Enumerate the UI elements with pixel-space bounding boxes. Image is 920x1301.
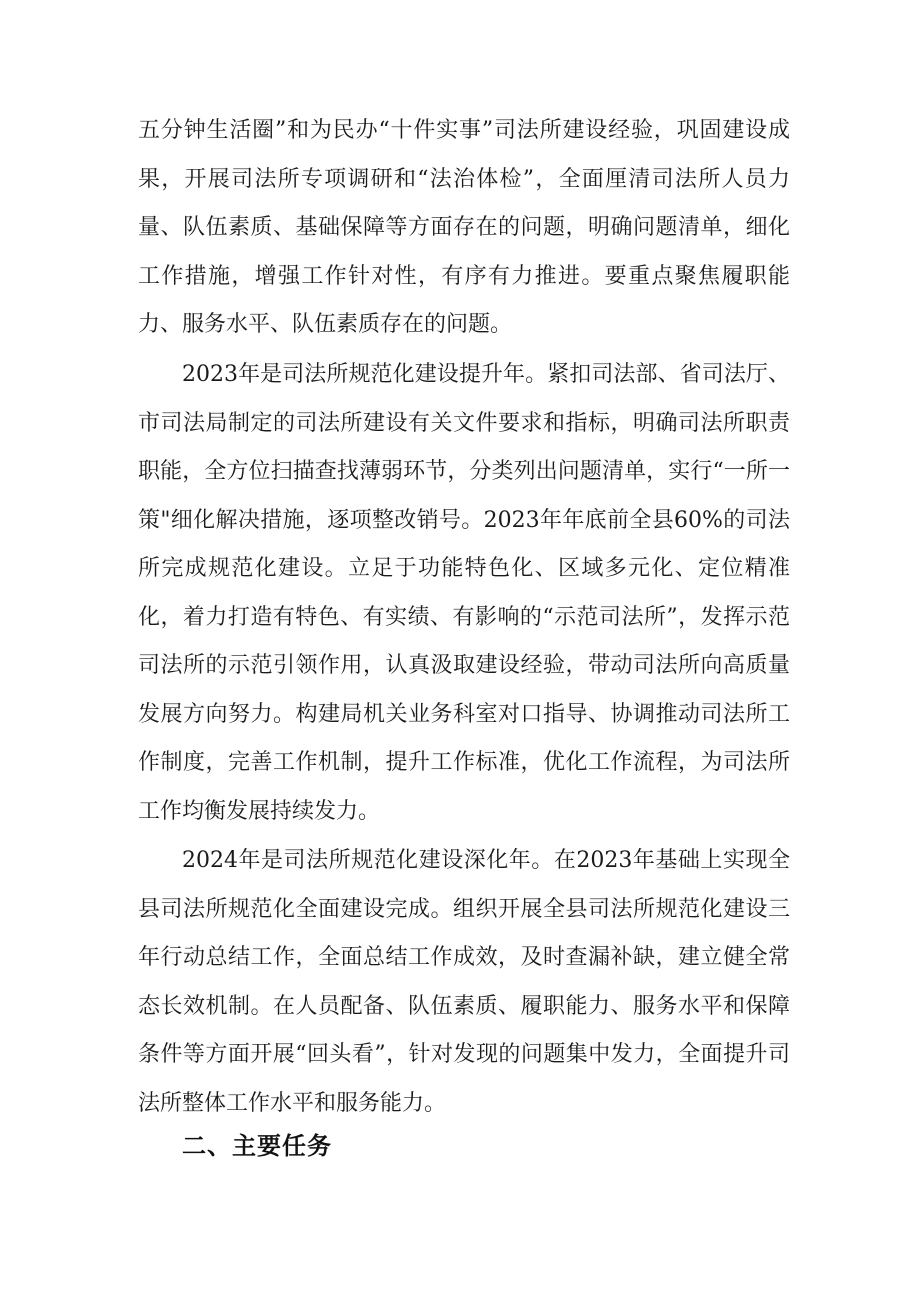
paragraph-continuation [138, 107, 790, 350]
paragraph-text: 五分钟生活圈”和为民办“十件实事”司法所建设经验，巩固建设成果，开展司法所专项调研和“法治体检”，全面厘清司法所人员力量、队伍素质、基础保障等方面存在的问题，明确问题清单，细化工作措施，增强工作针对性，有序有力推进。要重点聚焦履职能力、服务水平、队伍素质存在的问题。 [138, 118, 790, 337]
section-heading: 二、主要任务 [182, 1132, 332, 1160]
paragraph-2023 [138, 351, 790, 836]
paragraph-2024 [138, 837, 790, 1128]
paragraph-text: 2024年是司法所规范化建设深化年。在2023年基础上实现全县司法所规范化全面建设完成。组织开展全县司法所规范化建设三年行动总结工作，全面总结工作成效，及时查漏补缺，建立健全常态长效机制。在人员配备、队伍素质、履职能力、服务水平和保障条件等方面开展“回头看”，针对发现的问题集中发力，全面提升司法所整体工作水平和服务能力。 [138, 848, 790, 1116]
paragraph-text: 2023年是司法所规范化建设提升年。紧扣司法部、省司法厅、市司法局制定的司法所建设有关文件要求和指标，明确司法所职责职能，全方位扫描查找薄弱环节，分类列出问题清单，实行“一所一策"细化解决措施，逐项整改销号。2023年年底前全县60%的司法所完成规范化建设。立足于功能特色化、区域多元化、定位精准化，着力打造有特色、有实绩、有影响的“示范司法所”，发挥示范司法所的示范引领作用，认真汲取建设经验，带动司法所向高质量发展方向努力。构建局机关业务科室对口指导、协调推动司法所工作制度，完善工作机制，提升工作标准，优化工作流程，为司法所工作均衡发展持续发力。 [138, 362, 790, 824]
